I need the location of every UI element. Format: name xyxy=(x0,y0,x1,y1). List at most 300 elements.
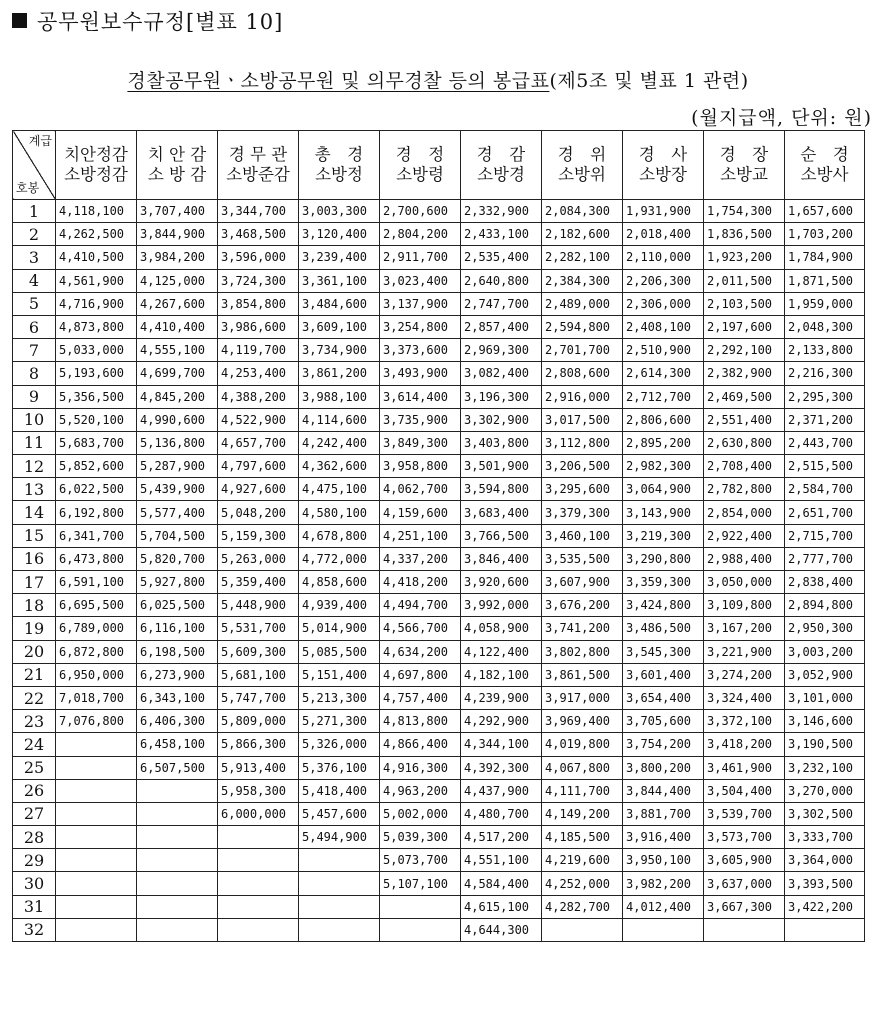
salary-cell: 4,058,900 xyxy=(461,617,542,640)
step-number-cell: 14 xyxy=(13,501,56,524)
salary-cell: 4,159,600 xyxy=(380,501,461,524)
table-row xyxy=(13,362,865,385)
salary-cell: 4,634,200 xyxy=(380,640,461,663)
police-rank-label: 총 경 xyxy=(314,145,364,164)
salary-cell: 3,493,900 xyxy=(380,362,461,385)
salary-cell: 6,198,500 xyxy=(137,640,218,663)
salary-cell: 5,958,300 xyxy=(218,779,299,802)
salary-cell: 2,806,600 xyxy=(623,408,704,431)
salary-cell: 2,701,700 xyxy=(542,339,623,362)
salary-cell: 4,699,700 xyxy=(137,362,218,385)
salary-cell: 4,252,000 xyxy=(542,872,623,895)
salary-cell: 3,373,600 xyxy=(380,339,461,362)
salary-cell xyxy=(56,849,137,872)
salary-cell: 4,580,100 xyxy=(299,501,380,524)
salary-cell: 3,982,200 xyxy=(623,872,704,895)
table-row xyxy=(13,385,865,408)
salary-cell: 3,290,800 xyxy=(623,547,704,570)
salary-cell: 1,959,000 xyxy=(785,292,865,315)
salary-cell: 3,003,300 xyxy=(299,200,380,223)
salary-cell: 2,747,700 xyxy=(461,292,542,315)
salary-cell: 3,988,100 xyxy=(299,385,380,408)
corner-header-cell xyxy=(13,131,56,200)
salary-cell: 3,844,400 xyxy=(623,779,704,802)
salary-cell: 6,192,800 xyxy=(56,501,137,524)
rank-header-cell xyxy=(299,131,380,200)
table-row xyxy=(13,826,865,849)
police-rank-label: 치안정감 xyxy=(64,145,128,164)
rank-header-cell xyxy=(137,131,218,200)
table-row xyxy=(13,571,865,594)
table-row xyxy=(13,802,865,825)
salary-cell: 5,014,900 xyxy=(299,617,380,640)
step-number-cell: 7 xyxy=(13,339,56,362)
fire-rank-label: 소방령 xyxy=(396,165,444,184)
salary-cell: 2,489,000 xyxy=(542,292,623,315)
salary-cell: 3,302,900 xyxy=(461,408,542,431)
salary-cell xyxy=(299,895,380,918)
document-header-title: 공무원보수규정[별표 10] xyxy=(37,10,284,34)
salary-cell xyxy=(56,733,137,756)
fire-rank-label: 소방경 xyxy=(477,165,525,184)
table-row xyxy=(13,895,865,918)
salary-cell: 2,206,300 xyxy=(623,269,704,292)
salary-cell: 2,282,100 xyxy=(542,246,623,269)
rank-header-cell xyxy=(704,131,785,200)
salary-cell xyxy=(137,872,218,895)
salary-cell: 2,982,300 xyxy=(623,455,704,478)
salary-cell: 6,473,800 xyxy=(56,547,137,570)
rank-header-cell xyxy=(218,131,299,200)
salary-cell: 3,844,900 xyxy=(137,223,218,246)
salary-cell: 5,039,300 xyxy=(380,826,461,849)
salary-cell: 6,591,100 xyxy=(56,571,137,594)
salary-cell: 4,757,400 xyxy=(380,686,461,709)
salary-cell: 4,716,900 xyxy=(56,292,137,315)
table-row xyxy=(13,594,865,617)
table-row xyxy=(13,269,865,292)
salary-cell: 4,267,600 xyxy=(137,292,218,315)
salary-cell: 4,555,100 xyxy=(137,339,218,362)
salary-cell: 3,333,700 xyxy=(785,826,865,849)
salary-cell: 3,705,600 xyxy=(623,710,704,733)
salary-cell: 2,292,100 xyxy=(704,339,785,362)
salary-cell xyxy=(218,918,299,941)
salary-cell: 2,594,800 xyxy=(542,315,623,338)
salary-cell: 5,704,500 xyxy=(137,524,218,547)
salary-cell: 3,190,500 xyxy=(785,733,865,756)
salary-cell: 4,873,800 xyxy=(56,315,137,338)
salary-cell: 3,361,100 xyxy=(299,269,380,292)
salary-cell xyxy=(218,872,299,895)
salary-cell: 3,460,100 xyxy=(542,524,623,547)
salary-cell xyxy=(56,756,137,779)
salary-cell: 5,809,000 xyxy=(218,710,299,733)
salary-cell: 3,861,200 xyxy=(299,362,380,385)
salary-cell: 5,418,400 xyxy=(299,779,380,802)
salary-cell: 3,418,200 xyxy=(704,733,785,756)
salary-cell: 4,475,100 xyxy=(299,478,380,501)
salary-cell: 3,861,500 xyxy=(542,663,623,686)
salary-cell: 5,376,100 xyxy=(299,756,380,779)
salary-cell: 2,103,500 xyxy=(704,292,785,315)
salary-cell: 2,295,300 xyxy=(785,385,865,408)
salary-cell xyxy=(137,826,218,849)
salary-cell xyxy=(380,895,461,918)
salary-cell: 2,306,000 xyxy=(623,292,704,315)
salary-cell: 4,282,700 xyxy=(542,895,623,918)
salary-cell: 1,754,300 xyxy=(704,200,785,223)
salary-cell: 3,504,400 xyxy=(704,779,785,802)
salary-cell: 3,082,400 xyxy=(461,362,542,385)
step-number-cell: 4 xyxy=(13,269,56,292)
step-number-cell: 21 xyxy=(13,663,56,686)
salary-cell: 2,614,300 xyxy=(623,362,704,385)
salary-cell: 3,766,500 xyxy=(461,524,542,547)
salary-cell: 4,418,200 xyxy=(380,571,461,594)
table-row xyxy=(13,408,865,431)
salary-cell: 3,219,300 xyxy=(623,524,704,547)
salary-cell: 4,797,600 xyxy=(218,455,299,478)
salary-cell: 3,486,500 xyxy=(623,617,704,640)
salary-cell: 5,033,000 xyxy=(56,339,137,362)
salary-cell: 5,107,100 xyxy=(380,872,461,895)
salary-cell: 3,800,200 xyxy=(623,756,704,779)
salary-cell: 4,866,400 xyxy=(380,733,461,756)
salary-cell: 3,676,200 xyxy=(542,594,623,617)
salary-cell: 2,895,200 xyxy=(623,431,704,454)
salary-cell: 3,596,000 xyxy=(218,246,299,269)
salary-cell xyxy=(137,779,218,802)
salary-cell: 3,881,700 xyxy=(623,802,704,825)
salary-cell: 3,017,500 xyxy=(542,408,623,431)
salary-cell: 5,439,900 xyxy=(137,478,218,501)
salary-cell: 1,931,900 xyxy=(623,200,704,223)
step-number-cell: 19 xyxy=(13,617,56,640)
step-number-cell: 15 xyxy=(13,524,56,547)
salary-cell: 2,916,000 xyxy=(542,385,623,408)
salary-cell: 4,584,400 xyxy=(461,872,542,895)
salary-cell: 4,916,300 xyxy=(380,756,461,779)
salary-cell: 4,114,600 xyxy=(299,408,380,431)
salary-cell: 3,143,900 xyxy=(623,501,704,524)
salary-cell: 2,700,600 xyxy=(380,200,461,223)
salary-cell: 2,922,400 xyxy=(704,524,785,547)
salary-cell xyxy=(137,802,218,825)
salary-cell: 7,076,800 xyxy=(56,710,137,733)
table-row xyxy=(13,501,865,524)
salary-cell: 4,963,200 xyxy=(380,779,461,802)
salary-cell: 2,782,800 xyxy=(704,478,785,501)
salary-cell: 3,468,500 xyxy=(218,223,299,246)
fire-rank-label: 소방정감 xyxy=(64,165,128,184)
salary-cell: 4,118,100 xyxy=(56,200,137,223)
salary-cell: 4,019,800 xyxy=(542,733,623,756)
salary-cell: 5,271,300 xyxy=(299,710,380,733)
salary-cell: 3,607,900 xyxy=(542,571,623,594)
salary-cell: 3,167,200 xyxy=(704,617,785,640)
salary-cell: 4,062,700 xyxy=(380,478,461,501)
salary-cell: 3,372,100 xyxy=(704,710,785,733)
salary-cell xyxy=(218,849,299,872)
salary-cell: 5,531,700 xyxy=(218,617,299,640)
salary-cell: 2,988,400 xyxy=(704,547,785,570)
table-title-main: 경찰공무원ㆍ소방공무원 및 의무경찰 등의 봉급표 xyxy=(127,70,550,92)
fire-rank-label: 소방준감 xyxy=(226,165,290,184)
table-row xyxy=(13,872,865,895)
salary-cell: 5,287,900 xyxy=(137,455,218,478)
salary-cell: 3,984,200 xyxy=(137,246,218,269)
salary-cell: 3,920,600 xyxy=(461,571,542,594)
salary-cell: 2,640,800 xyxy=(461,269,542,292)
corner-rank-label: 계급 xyxy=(28,134,52,148)
salary-cell: 3,609,100 xyxy=(299,315,380,338)
salary-cell xyxy=(218,895,299,918)
salary-cell: 4,813,800 xyxy=(380,710,461,733)
salary-cell: 4,772,000 xyxy=(299,547,380,570)
salary-cell: 6,872,800 xyxy=(56,640,137,663)
salary-cell: 2,950,300 xyxy=(785,617,865,640)
salary-cell: 4,251,100 xyxy=(380,524,461,547)
salary-cell: 2,551,400 xyxy=(704,408,785,431)
salary-cell: 5,159,300 xyxy=(218,524,299,547)
salary-cell: 4,362,600 xyxy=(299,455,380,478)
salary-cell: 2,630,800 xyxy=(704,431,785,454)
step-number-cell: 20 xyxy=(13,640,56,663)
salary-cell: 6,695,500 xyxy=(56,594,137,617)
salary-cell: 2,894,800 xyxy=(785,594,865,617)
table-row xyxy=(13,478,865,501)
salary-cell: 2,777,700 xyxy=(785,547,865,570)
salary-cell xyxy=(56,918,137,941)
step-number-cell: 27 xyxy=(13,802,56,825)
salary-cell: 5,852,600 xyxy=(56,455,137,478)
salary-cell: 4,644,300 xyxy=(461,918,542,941)
salary-cell: 3,254,800 xyxy=(380,315,461,338)
step-number-cell: 18 xyxy=(13,594,56,617)
salary-cell: 3,573,700 xyxy=(704,826,785,849)
salary-cell: 2,708,400 xyxy=(704,455,785,478)
salary-cell: 5,683,700 xyxy=(56,431,137,454)
salary-cell: 6,950,000 xyxy=(56,663,137,686)
rank-header-cell xyxy=(785,131,865,200)
salary-cell: 3,344,700 xyxy=(218,200,299,223)
fire-rank-label: 소 방 감 xyxy=(147,165,207,184)
salary-cell: 3,605,900 xyxy=(704,849,785,872)
salary-cell xyxy=(380,918,461,941)
salary-cell: 4,182,100 xyxy=(461,663,542,686)
salary-cell: 3,535,500 xyxy=(542,547,623,570)
salary-cell: 2,371,200 xyxy=(785,408,865,431)
salary-cell: 6,341,700 xyxy=(56,524,137,547)
table-row xyxy=(13,200,865,223)
table-row xyxy=(13,849,865,872)
salary-cell: 5,136,800 xyxy=(137,431,218,454)
salary-cell: 3,707,400 xyxy=(137,200,218,223)
step-number-cell: 31 xyxy=(13,895,56,918)
fire-rank-label: 소방사 xyxy=(800,165,849,184)
rank-header-cell xyxy=(56,131,137,200)
salary-cell: 5,073,700 xyxy=(380,849,461,872)
salary-cell: 2,384,300 xyxy=(542,269,623,292)
salary-cell: 3,239,400 xyxy=(299,246,380,269)
corner-step-label: 호봉 xyxy=(16,181,40,195)
step-number-cell: 9 xyxy=(13,385,56,408)
rank-header-cell xyxy=(380,131,461,200)
salary-cell: 3,422,200 xyxy=(785,895,865,918)
salary-cell: 2,332,900 xyxy=(461,200,542,223)
salary-cell: 3,992,000 xyxy=(461,594,542,617)
step-number-cell: 6 xyxy=(13,315,56,338)
rank-header-cell xyxy=(623,131,704,200)
salary-cell: 3,969,400 xyxy=(542,710,623,733)
salary-cell: 5,520,100 xyxy=(56,408,137,431)
salary-cell xyxy=(56,802,137,825)
table-row xyxy=(13,617,865,640)
salary-cell: 6,343,100 xyxy=(137,686,218,709)
salary-cell: 4,344,100 xyxy=(461,733,542,756)
salary-cell: 2,969,300 xyxy=(461,339,542,362)
salary-cell: 6,507,500 xyxy=(137,756,218,779)
salary-cell: 3,734,900 xyxy=(299,339,380,362)
salary-cell: 5,263,000 xyxy=(218,547,299,570)
fire-rank-label: 소방위 xyxy=(558,165,606,184)
salary-cell: 5,151,400 xyxy=(299,663,380,686)
step-number-cell: 24 xyxy=(13,733,56,756)
salary-cell: 5,326,000 xyxy=(299,733,380,756)
police-rank-label: 치 안 감 xyxy=(147,145,207,164)
salary-cell: 4,517,200 xyxy=(461,826,542,849)
salary-cell: 3,232,100 xyxy=(785,756,865,779)
fire-rank-label: 소방장 xyxy=(639,165,687,184)
police-rank-label: 경 정 xyxy=(395,145,445,164)
salary-cell: 4,410,500 xyxy=(56,246,137,269)
table-title-sub: (제5조 및 별표 1 관련) xyxy=(549,70,749,92)
step-number-cell: 1 xyxy=(13,200,56,223)
step-number-cell: 29 xyxy=(13,849,56,872)
salary-cell: 5,359,400 xyxy=(218,571,299,594)
step-number-cell: 17 xyxy=(13,571,56,594)
salary-cell: 3,120,400 xyxy=(299,223,380,246)
salary-cell: 6,458,100 xyxy=(137,733,218,756)
table-row xyxy=(13,686,865,709)
salary-cell: 4,437,900 xyxy=(461,779,542,802)
salary-cell: 3,324,400 xyxy=(704,686,785,709)
salary-cell: 2,469,500 xyxy=(704,385,785,408)
salary-cell: 6,022,500 xyxy=(56,478,137,501)
table-row xyxy=(13,918,865,941)
table-row xyxy=(13,315,865,338)
salary-cell: 1,703,200 xyxy=(785,223,865,246)
step-number-cell: 13 xyxy=(13,478,56,501)
salary-cell: 2,216,300 xyxy=(785,362,865,385)
salary-cell xyxy=(623,918,704,941)
salary-cell: 5,820,700 xyxy=(137,547,218,570)
table-row xyxy=(13,756,865,779)
salary-cell: 2,804,200 xyxy=(380,223,461,246)
salary-cell: 3,403,800 xyxy=(461,431,542,454)
salary-cell xyxy=(56,895,137,918)
salary-cell: 2,584,700 xyxy=(785,478,865,501)
salary-cell: 5,193,600 xyxy=(56,362,137,385)
salary-cell: 3,101,000 xyxy=(785,686,865,709)
table-row xyxy=(13,246,865,269)
salary-cell: 4,615,100 xyxy=(461,895,542,918)
salary-cell: 2,854,000 xyxy=(704,501,785,524)
salary-cell: 2,857,400 xyxy=(461,315,542,338)
salary-cell: 5,913,400 xyxy=(218,756,299,779)
table-row xyxy=(13,524,865,547)
salary-cell: 2,808,600 xyxy=(542,362,623,385)
salary-cell: 5,048,200 xyxy=(218,501,299,524)
salary-cell: 3,137,900 xyxy=(380,292,461,315)
salary-cell: 3,424,800 xyxy=(623,594,704,617)
salary-cell: 4,067,800 xyxy=(542,756,623,779)
step-number-cell: 30 xyxy=(13,872,56,895)
salary-cell: 6,025,500 xyxy=(137,594,218,617)
salary-cell: 5,356,500 xyxy=(56,385,137,408)
salary-cell: 3,950,100 xyxy=(623,849,704,872)
salary-cell: 4,337,200 xyxy=(380,547,461,570)
salary-cell: 3,023,400 xyxy=(380,269,461,292)
salary-cell: 1,923,200 xyxy=(704,246,785,269)
salary-cell: 3,846,400 xyxy=(461,547,542,570)
salary-cell: 4,927,600 xyxy=(218,478,299,501)
salary-cell: 5,577,400 xyxy=(137,501,218,524)
salary-cell: 1,871,500 xyxy=(785,269,865,292)
table-row xyxy=(13,431,865,454)
salary-cell: 4,119,700 xyxy=(218,339,299,362)
salary-cell: 3,614,400 xyxy=(380,385,461,408)
table-row xyxy=(13,455,865,478)
step-number-cell: 25 xyxy=(13,756,56,779)
salary-cell: 2,443,700 xyxy=(785,431,865,454)
salary-cell: 4,149,200 xyxy=(542,802,623,825)
salary-cell: 3,196,300 xyxy=(461,385,542,408)
document-header xyxy=(12,6,283,36)
salary-cell: 6,116,100 xyxy=(137,617,218,640)
salary-cell: 4,657,700 xyxy=(218,431,299,454)
salary-cell: 3,274,200 xyxy=(704,663,785,686)
table-row xyxy=(13,733,865,756)
salary-cell: 3,484,600 xyxy=(299,292,380,315)
step-number-cell: 26 xyxy=(13,779,56,802)
salary-cell xyxy=(542,918,623,941)
table-row xyxy=(13,547,865,570)
salary-cell xyxy=(56,779,137,802)
salary-cell: 4,494,700 xyxy=(380,594,461,617)
salary-cell: 3,637,000 xyxy=(704,872,785,895)
salary-cell xyxy=(56,872,137,895)
salary-cell: 6,406,300 xyxy=(137,710,218,733)
salary-cell: 4,392,300 xyxy=(461,756,542,779)
salary-cell: 3,461,900 xyxy=(704,756,785,779)
salary-table xyxy=(12,130,865,942)
salary-cell: 3,917,000 xyxy=(542,686,623,709)
salary-cell: 3,545,300 xyxy=(623,640,704,663)
unit-note: (월지급액, 단위: 원) xyxy=(691,107,872,129)
table-title xyxy=(0,66,876,93)
salary-cell: 2,535,400 xyxy=(461,246,542,269)
salary-cell: 2,011,500 xyxy=(704,269,785,292)
step-number-cell: 5 xyxy=(13,292,56,315)
step-number-cell: 22 xyxy=(13,686,56,709)
salary-cell: 2,048,300 xyxy=(785,315,865,338)
table-row xyxy=(13,779,865,802)
salary-cell: 2,133,800 xyxy=(785,339,865,362)
step-number-cell: 23 xyxy=(13,710,56,733)
salary-cell: 1,784,900 xyxy=(785,246,865,269)
